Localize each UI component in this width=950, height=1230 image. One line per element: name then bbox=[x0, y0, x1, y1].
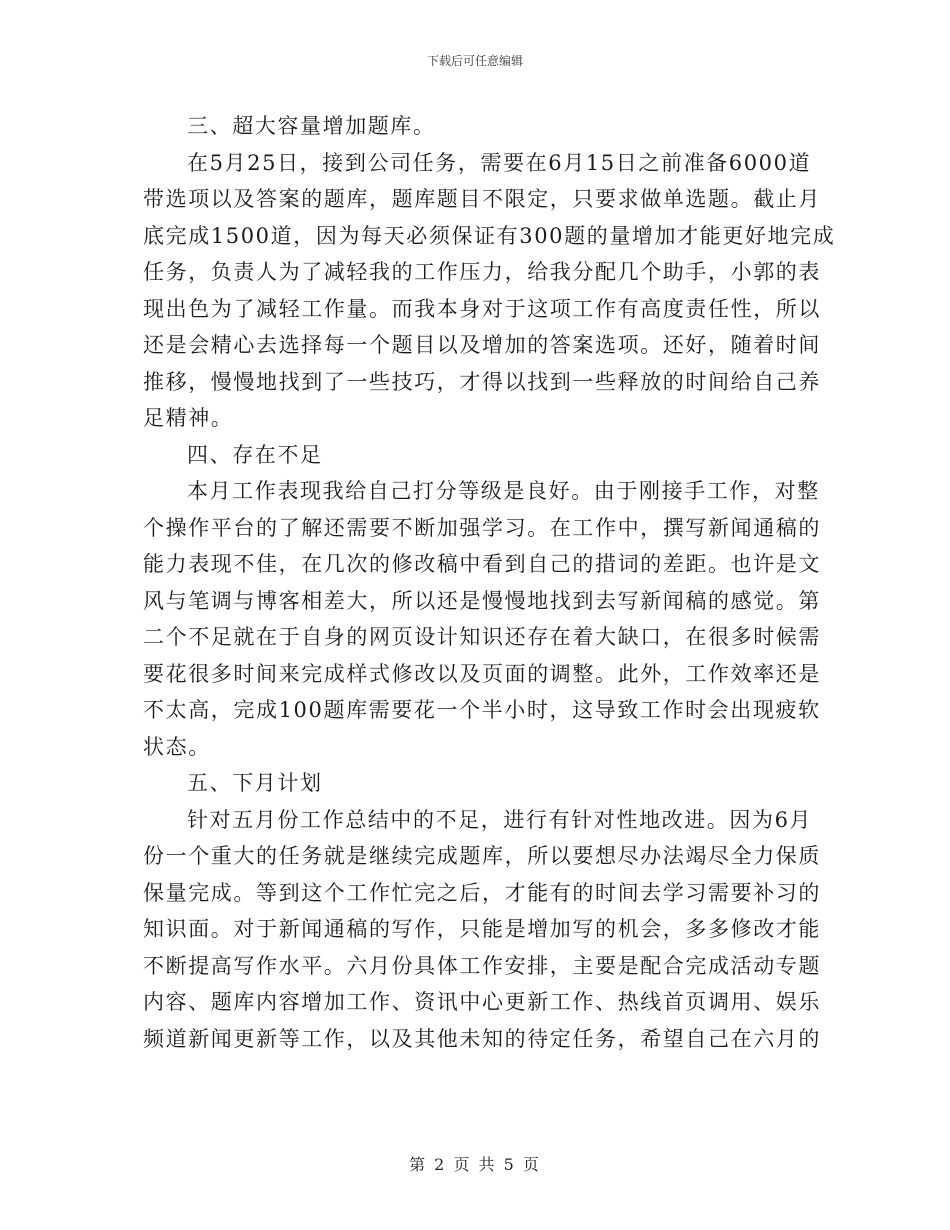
text-line: 推移，慢慢地找到了一些技巧，才得以找到一些释放的时间给自己养 bbox=[143, 369, 821, 394]
text-line: 内容、题库内容增加工作、资讯中心更新工作、热线首页调用、娱乐 bbox=[143, 990, 821, 1014]
text-line: 不太高，完成100题库需要花一个半小时，这导致工作时会出现疲软 bbox=[143, 698, 821, 722]
page-header: 下载后可任意编辑 bbox=[426, 54, 523, 68]
text-line: 份一个重大的任务就是继续完成题库，所以要想尽办法竭尽全力保质 bbox=[143, 844, 821, 868]
text-line: 个操作平台的了解还需要不断加强学习。在工作中，撰写新闻通稿的 bbox=[143, 515, 821, 540]
text-line: 在5月25日，接到公司任务，需要在6月15日之前准备6000道 bbox=[187, 150, 812, 175]
text-line: 频道新闻更新等工作，以及其他未知的待定任务，希望自己在六月的 bbox=[143, 1026, 821, 1051]
text-line: 本月工作表现我给自己打分等级是良好。由于刚接手工作，对整 bbox=[187, 479, 820, 503]
text-line: 五、下月计划 bbox=[187, 771, 323, 795]
text-line: 能力表现不佳，在几次的修改稿中看到自己的措词的差距。也许是文 bbox=[143, 552, 821, 576]
text-line: 足精神。 bbox=[143, 406, 234, 430]
page-footer: 第 2 页 共 5 页 bbox=[409, 1155, 541, 1174]
text-line: 二个不足就在于自身的网页设计知识还存在着大缺口，在很多时候需 bbox=[143, 625, 821, 649]
text-line: 要花很多时间来完成样式修改以及页面的调整。此外，工作效率还是 bbox=[143, 661, 821, 686]
text-line: 针对五月份工作总结中的不足，进行有针对性地改进。因为6月 bbox=[187, 807, 813, 832]
text-line: 任务，负责人为了减轻我的工作压力，给我分配几个助手，小郭的表 bbox=[143, 260, 821, 284]
text-line: 不断提高写作水平。六月份具体工作安排，主要是配合完成活动专题 bbox=[143, 953, 821, 978]
text-line: 知识面。对于新闻通稿的写作，只能是增加写的机会，多多修改才能 bbox=[143, 917, 821, 941]
text-line: 现出色为了减轻工作量。而我本身对于这项工作有高度责任性，所以 bbox=[143, 296, 821, 321]
text-line: 底完成1500道，因为每天必须保证有300题的量增加才能更好地完成 bbox=[143, 223, 836, 248]
text-line: 风与笔调与博客相差大，所以还是慢慢地找到去写新闻稿的感觉。第 bbox=[143, 588, 821, 613]
text-line: 状态。 bbox=[143, 734, 211, 759]
text-line: 保量完成。等到这个工作忙完之后，才能有的时间去学习需要补习的 bbox=[143, 880, 821, 905]
text-line: 三、超大容量增加题库。 bbox=[187, 114, 436, 138]
document-body bbox=[143, 108, 836, 1057]
text-line: 还是会精心去选择每一个题目以及增加的答案选项。还好，随着时间 bbox=[143, 333, 821, 357]
text-line: 带选项以及答案的题库，题库题目不限定，只要求做单选题。截止月 bbox=[143, 187, 821, 211]
text-line: 四、存在不足 bbox=[187, 442, 323, 467]
